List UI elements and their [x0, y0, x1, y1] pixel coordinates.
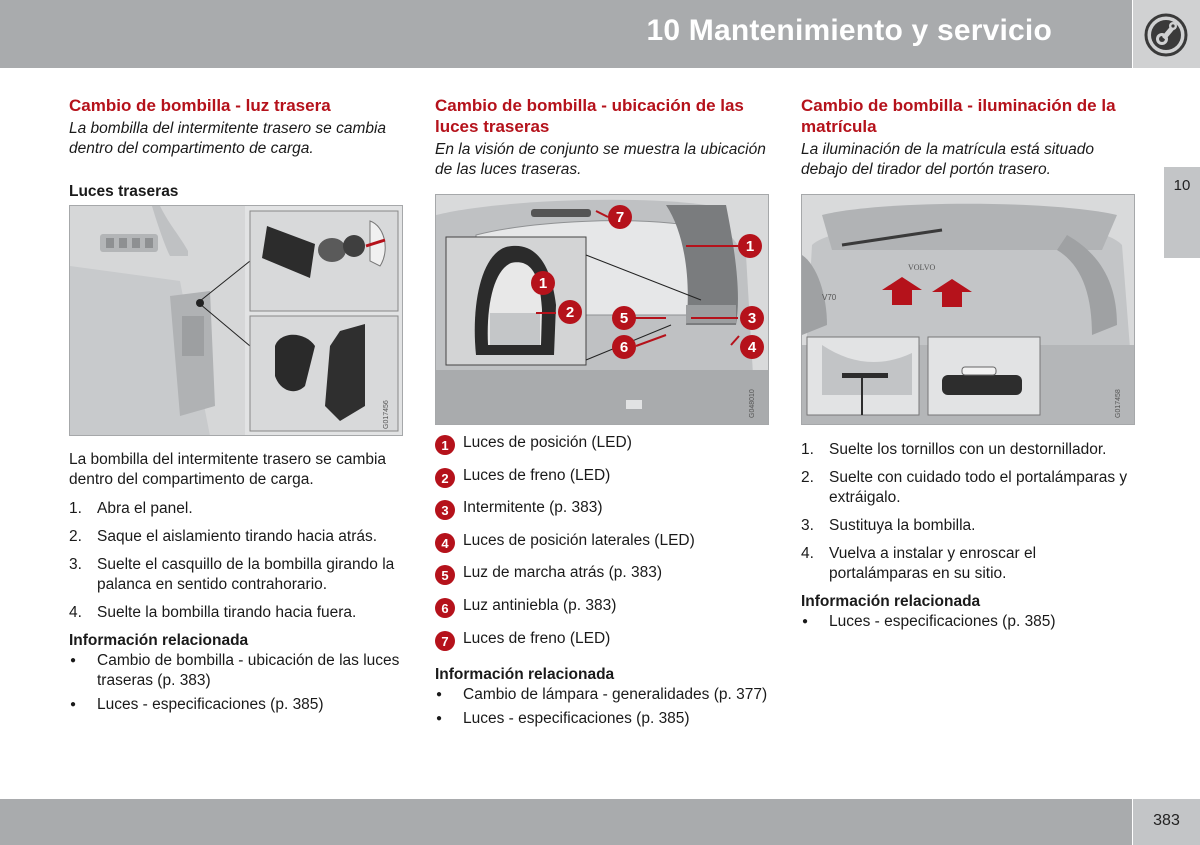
cargo-compartment-illustration: [70, 206, 403, 436]
number-badge-icon: 6: [435, 598, 455, 618]
callout-1: 1: [745, 238, 755, 255]
number-badge-icon: 5: [435, 565, 455, 585]
step-item: 3. Sustituya la bombilla.: [801, 517, 976, 534]
figure-code: G017456: [383, 400, 390, 429]
callout-3: 3: [747, 310, 757, 327]
callout-1: 1: [538, 275, 548, 292]
number-badge-icon: 4: [435, 533, 455, 553]
callout-2: 2: [565, 304, 575, 321]
related-links: [69, 651, 404, 715]
step-item: 4. Suelte la bombilla tirando hacia fuera.: [69, 604, 357, 621]
related-info-heading: Información relacionada: [801, 593, 981, 610]
step-item: 1. Abra el panel.: [69, 500, 193, 517]
callout-5: 5: [619, 310, 629, 327]
wrench-gear-icon: [1143, 12, 1189, 58]
step-item: 4. Vuelva a instalar y enroscar el portalámparas en su sitio.: [801, 545, 1037, 582]
number-badge-icon: 7: [435, 631, 455, 651]
related-links: [435, 685, 770, 729]
related-link[interactable]: ● Luces - especificaciones (p. 385): [435, 709, 770, 729]
section-intro: La iluminación de la matrícula está situado debajo del tirador del portón trasero.: [801, 141, 1094, 178]
step-item: 1. Suelte los tornillos con un destornillador.: [801, 441, 1107, 458]
legend-item: 6 Luz antiniebla (p. 383): [435, 596, 770, 629]
chapter-tab-label: 10: [1173, 177, 1191, 194]
column-rear-light: [69, 95, 404, 719]
figure-rear-light-locations: [435, 194, 769, 425]
callout-legend: [435, 433, 770, 661]
related-link[interactable]: ● Luces - especificaciones (p. 385): [801, 612, 1136, 632]
tailgate-illustration: [802, 195, 1135, 425]
chapter-title: 10 Mantenimiento y servicio: [646, 14, 1052, 47]
figure-code: G048010: [749, 389, 756, 418]
steps-list: [801, 440, 1136, 584]
brand-wordmark: VOLVO: [908, 263, 936, 272]
column-license-plate-light: [801, 95, 1136, 636]
callout-6: 6: [619, 339, 629, 356]
callout-4: 4: [747, 339, 757, 356]
related-info-heading: Información relacionada: [435, 666, 615, 684]
number-badge-icon: 3: [435, 500, 455, 520]
legend-item: 7 Luces de freno (LED): [435, 629, 770, 662]
section-title: Cambio de bombilla - iluminación de la matrícula: [801, 96, 1116, 136]
legend-item: 3 Intermitente (p. 383): [435, 498, 770, 531]
body-paragraph: La bombilla del intermitente trasero se cambia dentro del compartimento de carga.: [69, 451, 387, 488]
legend-item: 5 Luz de marcha atrás (p. 383): [435, 563, 770, 596]
section-intro: La bombilla del intermitente trasero se cambia dentro del compartimento de carga.: [69, 120, 387, 157]
section-title: Cambio de bombilla - ubicación de las luces traseras: [435, 96, 744, 136]
steps-list: [69, 499, 404, 623]
chapter-icon-box: [1133, 0, 1200, 68]
page-number-box: [1133, 799, 1200, 845]
model-badge: V70: [822, 293, 837, 302]
figure-rear-light-access: [69, 205, 403, 436]
chapter-header: [0, 0, 1132, 68]
section-intro: En la visión de conjunto se muestra la ubicación de las luces traseras.: [435, 141, 766, 178]
subheading-rear-lights: Luces traseras: [69, 183, 179, 200]
step-item: 2. Suelte con cuidado todo el portalámparas y extráigalo.: [801, 469, 1128, 506]
step-item: 3. Suelte el casquillo de la bombilla girando la palanca en sentido contrahorario.: [69, 556, 395, 593]
callout-7: 7: [615, 209, 625, 226]
legend-item: 4 Luces de posición laterales (LED): [435, 531, 770, 564]
page-number: 383: [1153, 812, 1180, 829]
related-links: [801, 612, 1136, 632]
figure-license-plate-light: [801, 194, 1135, 425]
figure-code: G017458: [1115, 389, 1122, 418]
related-link[interactable]: ● Luces - especificaciones (p. 385): [69, 695, 404, 715]
related-info-heading: Información relacionada: [69, 632, 249, 649]
legend-item: 1 Luces de posición (LED): [435, 433, 770, 466]
rear-lights-illustration: [436, 195, 769, 425]
step-item: 2. Saque el aislamiento tirando hacia atrás.: [69, 528, 378, 545]
number-badge-icon: 2: [435, 468, 455, 488]
number-badge-icon: 1: [435, 435, 455, 455]
page-footer: [0, 799, 1132, 845]
legend-item: 2 Luces de freno (LED): [435, 466, 770, 499]
section-title: Cambio de bombilla - luz trasera: [69, 96, 331, 115]
related-link[interactable]: ● Cambio de bombilla - ubicación de las luces traseras (p. 383): [69, 651, 404, 691]
related-link[interactable]: ● Cambio de lámpara - generalidades (p. 377): [435, 685, 770, 705]
chapter-tab[interactable]: [1164, 167, 1200, 258]
column-rear-light-locations: [435, 95, 770, 733]
